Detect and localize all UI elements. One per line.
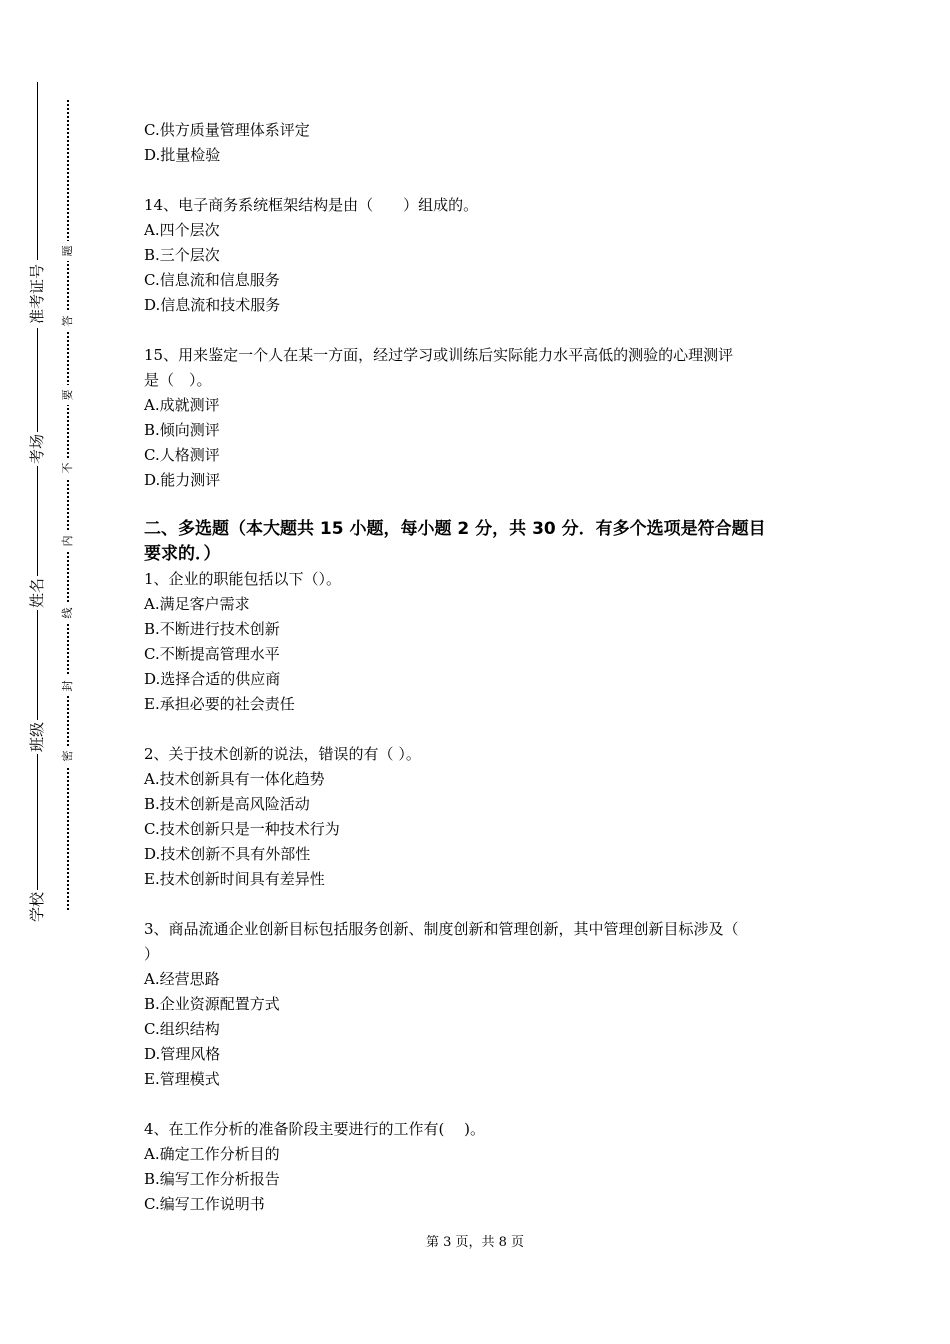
seal-char: 密 [60,746,76,766]
field-label-exam-id: 准考证号 [20,260,54,328]
option: C.不断提高管理水平 [144,645,280,663]
option: C.编写工作说明书 [144,1195,265,1213]
binding-margin [0,0,110,1344]
option: E.承担必要的社会责任 [144,695,295,713]
option: A.经营思路 [144,970,220,988]
option: B.不断进行技术创新 [144,620,280,638]
question-stem: 2、关于技术创新的说法，错误的有（ ）。 [144,745,421,763]
option: A.满足客户需求 [144,595,250,613]
question-stem: 是（ ）。 [144,371,212,389]
seal-char: 要 [60,385,76,405]
field-label-school: 学校 [20,890,54,924]
option: A.四个层次 [144,221,220,239]
field-label-name: 姓名 [20,576,54,610]
option: E.管理模式 [144,1070,220,1088]
page-footer: 第 3 页，共 8 页 [425,1235,525,1250]
seal-char: 内 [60,531,76,551]
option: A.成就测评 [144,396,220,414]
option: C.组织结构 [144,1020,220,1038]
question-stem: 4、在工作分析的准备阶段主要进行的工作有( )。 [144,1120,486,1138]
question-stem: 15、用来鉴定一个人在某一方面，经过学习或训练后实际能力水平高低的测验的心理测评 [144,346,734,364]
option: C.技术创新只是一种技术行为 [144,820,340,838]
question-stem: ） [144,945,160,963]
option: A.技术创新具有一体化趋势 [144,770,325,788]
question-stem: 14、电子商务系统框架结构是由（ ）组成的。 [144,196,479,214]
option: D.批量检验 [144,146,221,164]
option: C.供方质量管理体系评定 [144,121,310,139]
seal-char: 答 [60,311,76,331]
option: D.技术创新不具有外部性 [144,845,311,863]
option: D.管理风格 [144,1045,221,1063]
section-title: 要求的．） [144,544,221,564]
question-stem: 3、商品流通企业创新目标包括服务创新、制度创新和管理创新，其中管理创新目标涉及（ [144,920,739,938]
page-content [144,118,814,1217]
margin-solid-line [37,82,38,924]
option: E.技术创新时间具有差异性 [144,870,325,888]
option: D.选择合适的供应商 [144,670,281,688]
option: B.倾向测评 [144,421,220,439]
seal-char: 题 [60,241,76,261]
option: B.三个层次 [144,246,220,264]
question-stem: 1、企业的职能包括以下（）。 [144,570,342,588]
option: D.信息流和技术服务 [144,296,281,314]
field-label-class: 班级 [20,720,54,754]
section-title: 二、多选题（本大题共 15 小题，每小题 2 分，共 30 分．有多个选项是符合题目 [144,519,766,539]
option: A.确定工作分析目的 [144,1145,280,1163]
seal-char: 不 [60,458,76,478]
option: C.人格测评 [144,446,220,464]
option: B.企业资源配置方式 [144,995,280,1013]
field-label-exam-room: 考场 [20,432,54,466]
seal-char: 封 [60,676,76,696]
option: D.能力测评 [144,471,221,489]
seal-char: 线 [60,603,76,623]
option: C.信息流和信息服务 [144,271,280,289]
option: B.技术创新是高风险活动 [144,795,310,813]
option: B.编写工作分析报告 [144,1170,280,1188]
margin-dotted-line [67,100,69,910]
